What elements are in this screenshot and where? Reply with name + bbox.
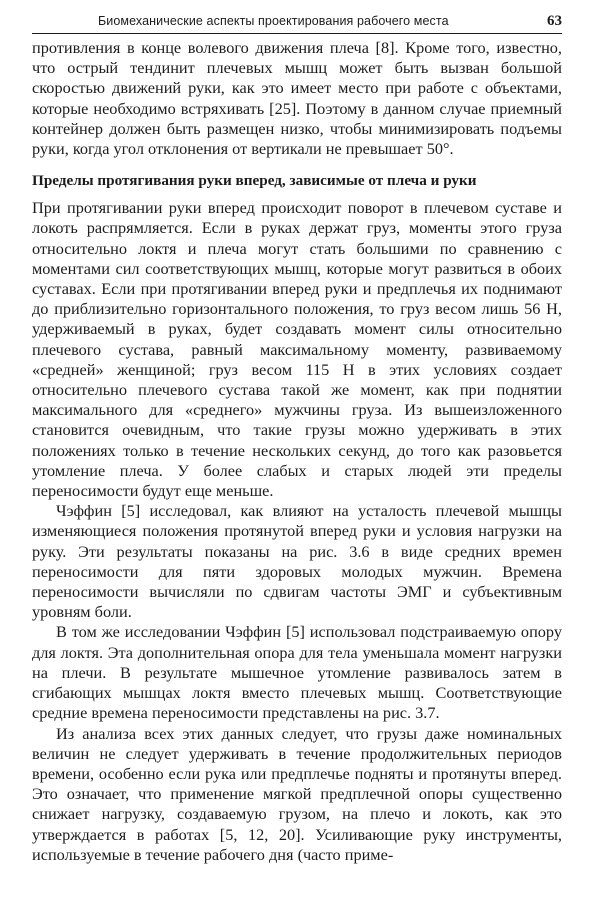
paragraph: Из анализа всех этих данных следует, что грузы даже номинальных величин не следует удерживать в течение продолжительных периодов времени, особенно если рука или предплечье подняты и протянуты вперед. Это означает, что применение мягкой предплечной опоры существенно снижает нагрузку, создаваемую грузом, на плечо и локоть, как это утверждается в работах [5, 12, 20]. Усиливающие руку инструменты, используемые в течение рабочего дня (часто приме-	[32, 723, 562, 864]
section-heading: Пределы протягивания руки вперед, зависимые от плеча и руки	[32, 172, 477, 190]
book-page	[32, 12, 562, 865]
paragraph-continued: противления в конце волевого движения плеча [8]. Кроме того, известно, что острый тендинит плечевых мышц может быть вызван большой скоростью движений руки, как это имеет место при работе с объектами, которые необходимо встряхивать [25]. Поэтому в данном случае приемный контейнер должен быть размещен низко, чтобы минимизировать подъемы руки, когда угол отклонения от вертикали не превышает 50°.	[32, 38, 562, 159]
running-header-title: Биомеханические аспекты проектирования рабочего места	[98, 14, 449, 28]
paragraph: При протягивании руки вперед происходит поворот в плечевом суставе и локоть распрямляется. Если в руках держат груз, моменты этого груза относительно локтя и плеча могут стать большими по сравнению с моментами сил соответствующих мышц, которые могут развиться в обоих суставах. Если при протягивании вперед руки и предплечья их поднимают до приблизительно горизонтального положения, то груз весом лишь 56 Н, удерживаемый в руках, будет создавать момент силы относительно плечевого сустава, равный максимальному моменту, развиваемому «средней» женщиной; груз весом 115 Н в этих условиях создает относительно плечевого сустава такой же момент, как при поднятии максимального для «среднего» мужчины груза. Из вышеизложенного становится очевидным, что такие грузы можно удерживать в этих положениях только в течение нескольких секунд, до того как разовьется утомление плеча. У более слабых и старых людей эти пределы переносимости будут еще меньше.	[32, 198, 562, 501]
paragraph: Чэффин [5] исследовал, как влияют на усталость плечевой мышцы изменяющиеся положения протянутой вперед руки и условия нагрузки на руку. Эти результаты показаны на рис. 3.6 в виде средних времен переносимости для пяти здоровых молодых мужчин. Времена переносимости вычисляли по сдвигам частоты ЭМГ и субъективным уровням боли.	[32, 501, 562, 622]
running-header	[32, 12, 562, 34]
page-body	[32, 38, 562, 865]
paragraph: В том же исследовании Чэффин [5] использовал подстраиваемую опору для локтя. Эта дополнительная опора для тела уменьшала момент нагрузки на плечи. В результате мышечное утомление развивалось затем в сгибающих мышцах локтя вместо плечевых мышц. Соответствующие средние времена переносимости представлены на рис. 3.7.	[32, 622, 562, 723]
page-number: 63	[547, 13, 562, 29]
